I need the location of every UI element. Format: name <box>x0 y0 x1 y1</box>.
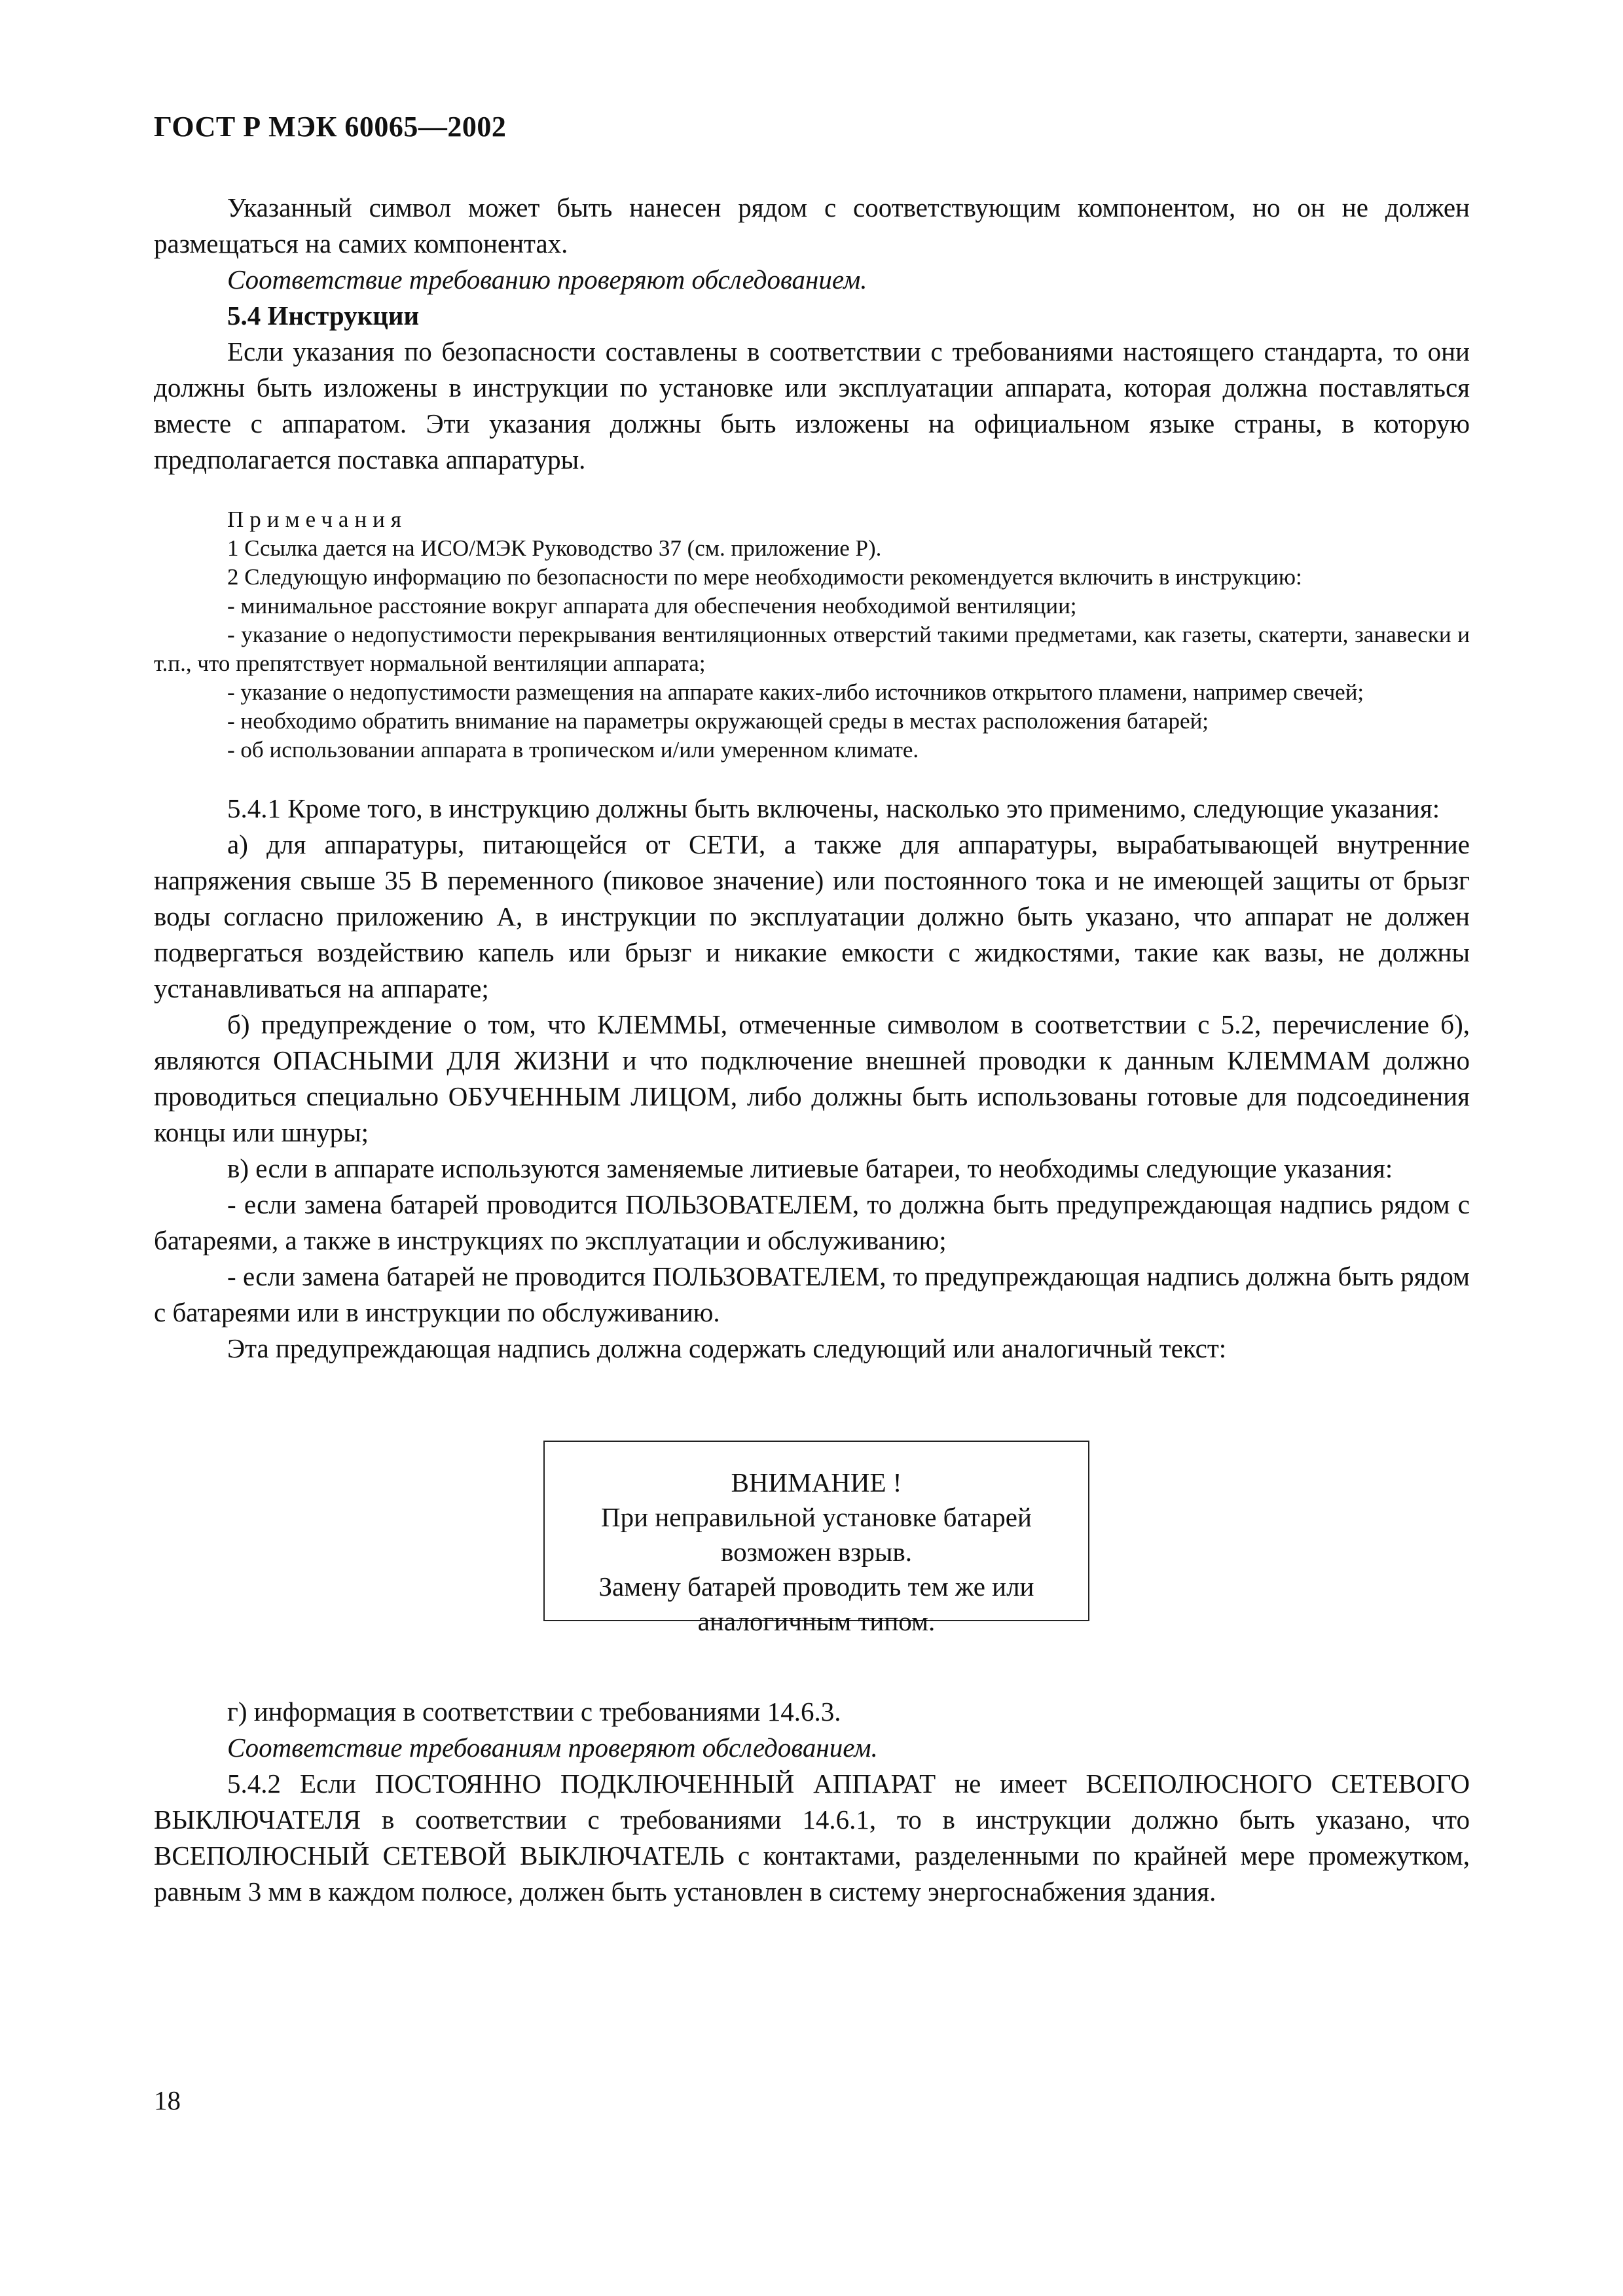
note-item: - об использовании аппарата в тропическом и/или умеренном климате. <box>227 737 919 762</box>
paragraph: Если указания по безопасности составлены в соответствии с требованиями настоящего стандарта, то они должны быть изложены в инструкции по установке или эксплуатации аппарата, которая должна поставляться вместе с аппаратом. Эти указания должны быть изложены на официальном языке страны, в которую предполагается поставка аппаратуры. <box>154 336 1470 475</box>
clause-542: 5.4.2 Если ПОСТОЯННО ПОДКЛЮЧЕННЫЙ АППАРАТ не имеет ВСЕПОЛЮСНОГО СЕТЕВОГО ВЫКЛЮЧАТЕЛЯ в соответствии с требованиями 14.6.1, то в инструкции должно быть указано, что ВСЕПОЛЮСНЫЙ СЕТЕВОЙ ВЫКЛЮЧАТЕЛЬ с контактами, разделенными по крайней мере промежутком, равным 3 мм в каждом полюсе, должен быть установлен в систему энергоснабжения здания. <box>154 1768 1470 1907</box>
notes-block <box>154 505 1470 764</box>
note-item: - указание о недопустимости размещения на аппарате каких-либо источников открытого пламени, например свечей; <box>227 679 1364 705</box>
compliance-note: Соответствие требованию проверяют обследованием. <box>227 264 867 295</box>
warning-line: аналогичным типом. <box>697 1606 936 1636</box>
paragraph: Указанный символ может быть нанесен рядом с соответствующим компонентом, но он не должен размещаться на самих компонентах. <box>154 192 1470 259</box>
warning-heading: ВНИМАНИЕ ! <box>731 1467 902 1498</box>
document-body <box>154 190 1470 1910</box>
warning-line: При неправильной установке батарей <box>601 1502 1032 1532</box>
note-item: - необходимо обратить внимание на параметры окружающей среды в местах расположения батарей; <box>227 708 1209 734</box>
list-item-a: а) для аппаратуры, питающейся от СЕТИ, а также для аппаратуры, вырабатывающей внутренние напряжения свыше 35 В переменного (пиковое значение) или постоянного тока и не имеющей защиты от брызг воды согласно приложению А, в инструкции по эксплуатации должно быть указано, что аппарат не должен подвергаться воздействию капель или брызг и никакие емкости с жидкостями, такие как вазы, не должны устанавливаться на аппарате; <box>154 829 1470 1003</box>
list-item-v: в) если в аппарате используются заменяемые литиевые батареи, то необходимы следующие указания: <box>227 1153 1393 1183</box>
notes-title: Примечания <box>227 507 408 532</box>
paragraph: Эта предупреждающая надпись должна содержать следующий или аналогичный текст: <box>227 1333 1227 1363</box>
warning-area <box>154 1367 1470 1694</box>
page-number: 18 <box>154 2085 181 2115</box>
clause-541-intro: 5.4.1 Кроме того, в инструкцию должны быть включены, насколько это применимо, следующие указания: <box>227 793 1440 823</box>
document-header: ГОСТ Р МЭК 60065—2002 <box>154 111 507 143</box>
list-item-g: г) информация в соответствии с требованиями 14.6.3. <box>227 1696 841 1727</box>
list-subitem: - если замена батарей не проводится ПОЛЬЗОВАТЕЛЕМ, то предупреждающая надпись должна быть рядом с батареями или в инструкции по обслуживанию. <box>154 1261 1470 1327</box>
note-item: 1 Ссылка дается на ИСО/МЭК Руководство 37 (см. приложение Р). <box>227 535 882 561</box>
warning-line: возможен взрыв. <box>720 1537 912 1567</box>
warning-line: Замену батарей проводить тем же или <box>598 1571 1034 1602</box>
section-title: 5.4 Инструкции <box>227 300 420 331</box>
warning-box <box>543 1441 1089 1636</box>
note-item: 2 Следующую информацию по безопасности по мере необходимости рекомендуется включить в инструкцию: <box>227 564 1302 590</box>
list-item-b: б) предупреждение о том, что КЛЕММЫ, отмеченные символом в соответствии с 5.2, перечисление б), являются ОПАСНЫМИ ДЛЯ ЖИЗНИ и что подключение внешней проводки к данным КЛЕММАМ должно проводиться специально ОБУЧЕННЫМ ЛИЦОМ, либо должны быть использованы готовые для подсоединения концы или шнуры; <box>154 1009 1470 1147</box>
compliance-note: Соответствие требованиям проверяют обследованием. <box>227 1732 878 1763</box>
list-subitem: - если замена батарей проводится ПОЛЬЗОВАТЕЛЕМ, то должна быть предупреждающая надпись рядом с батареями, а также в инструкциях по эксплуатации и обслуживанию; <box>154 1189 1470 1255</box>
note-item: - указание о недопустимости перекрывания вентиляционных отверстий такими предметами, как газеты, скатерти, занавески и т.п., что препятствует нормальной вентиляции аппарата; <box>154 622 1470 676</box>
note-item: - минимальное расстояние вокруг аппарата для обеспечения необходимой вентиляции; <box>227 593 1077 619</box>
